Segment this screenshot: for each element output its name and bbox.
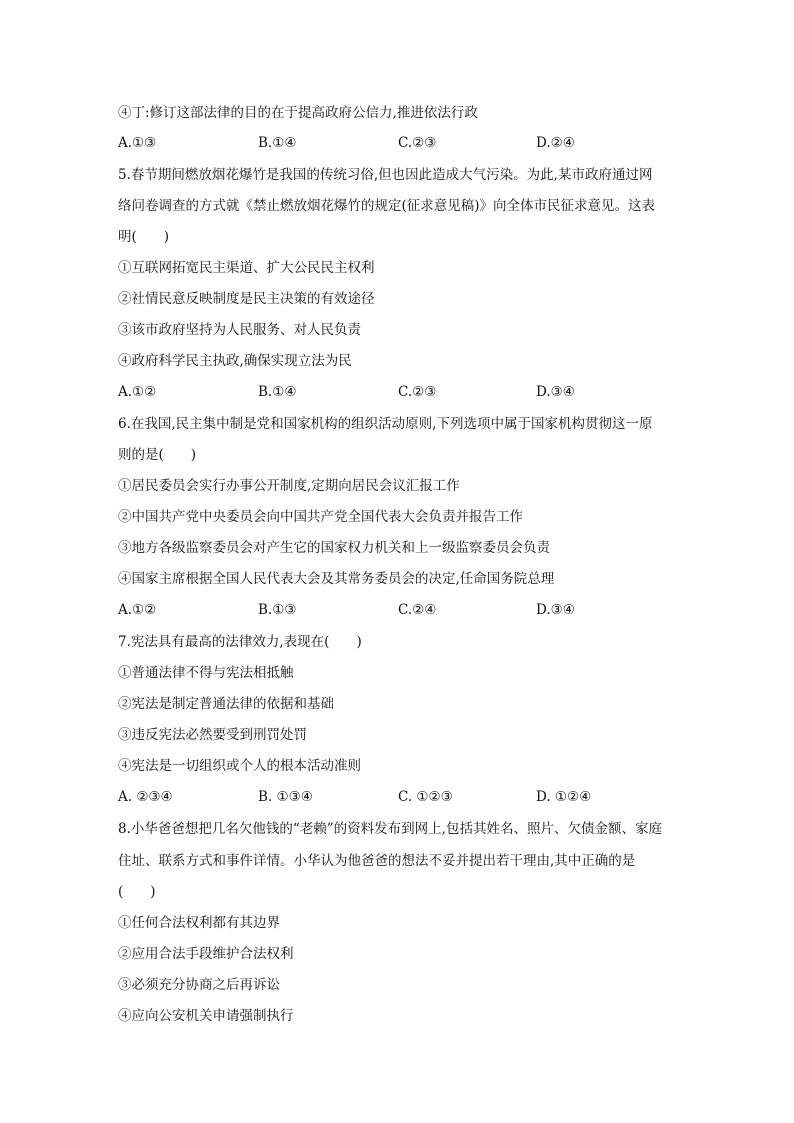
q4-option-d: D.②④ [536,135,575,151]
q6-item-2: ②中国共产党中央委员会向中国共产党全国代表大会负责并报告工作 [118,509,523,525]
q6-item-3: ③地方各级监察委员会对产生它的国家权力机关和上一级监察委员会负责 [118,540,550,556]
q5-item-1: ①互联网拓宽民主渠道、扩大公民民主权利 [118,260,375,276]
q7-option-b: B. ①③④ [258,789,313,805]
q7-item-4: ④宪法是一切组织或个人的根本活动准则 [118,758,361,774]
q8-item-2: ②应用合法手段维护合法权利 [118,946,294,962]
q6-option-c: C.②④ [398,602,437,618]
q5-item-2: ②社情民意反映制度是民主决策的有效途径 [118,291,375,307]
q4-options [118,133,678,153]
q4-item-4: ④丁:修订这部法律的目的在于提高政府公信力,推进依法行政 [118,105,478,121]
q6-option-a: A.①② [118,602,157,618]
q6-item-1: ①居民委员会实行办事公开制度,定期向居民会议汇报工作 [118,478,460,494]
q5-stem-line-2: 络问卷调查的方式就《禁止燃放烟花爆竹的规定(征求意见稿)》向全体市民征求意见。这表 [118,198,656,214]
q5-stem-line-3: 明( ) [118,229,170,245]
q7-item-2: ②宪法是制定普通法律的依据和基础 [118,696,334,712]
q5-item-3: ③该市政府坚持为人民服务、对人民负责 [118,322,361,338]
q8-stem-line-1: 8.小华爸爸想把几名欠他钱的“老赖”的资料发布到网上,包括其姓名、照片、欠债金额、家庭 [118,821,662,837]
q5-stem-line-1: 5.春节期间燃放烟花爆竹是我国的传统习俗,但也因此造成大气污染。为此,某市政府通过网 [118,167,653,183]
q6-stem-line-1: 6.在我国,民主集中制是党和国家机构的组织活动原则,下列选项中属于国家机构贯彻这一原 [118,416,653,432]
q5-options [118,382,678,402]
q7-item-1: ①普通法律不得与宪法相抵触 [118,665,294,681]
q5-option-a: A.①② [118,384,157,400]
q6-option-b: B.①③ [258,602,297,618]
q8-stem-line-2: 住址、联系方式和事件详情。小华认为他爸爸的想法不妥并提出若干理由,其中正确的是 [118,853,636,869]
q7-option-d: D. ①②④ [536,789,592,805]
q7-stem-line-1: 7.宪法具有最高的法律效力,表现在( ) [118,634,362,650]
q6-options [118,600,678,620]
q6-stem-line-2: 则的是( ) [118,447,197,463]
q5-option-c: C.②③ [398,384,437,400]
q7-option-a: A. ②③④ [118,789,173,805]
q4-option-b: B.①④ [258,135,297,151]
q8-item-3: ③必须充分协商之后再诉讼 [118,977,280,993]
q4-option-c: C.②③ [398,135,437,151]
q5-item-4: ④政府科学民主执政,确保实现立法为民 [118,353,352,369]
q5-option-b: B.①④ [258,384,297,400]
q8-item-4: ④应向公安机关申请强制执行 [118,1008,294,1024]
q6-item-4: ④国家主席根据全国人民代表大会及其常务委员会的决定,任命国务院总理 [118,571,555,587]
q4-option-a: A.①③ [118,135,157,151]
q5-option-d: D.③④ [536,384,575,400]
q7-item-3: ③违反宪法必然要受到刑罚处罚 [118,727,307,743]
q6-option-d: D.③④ [536,602,575,618]
q8-stem-line-3: ( ) [118,884,156,900]
q7-options [118,787,678,807]
q7-option-c: C. ①②③ [398,789,453,805]
q8-item-1: ①任何合法权利都有其边界 [118,915,280,931]
